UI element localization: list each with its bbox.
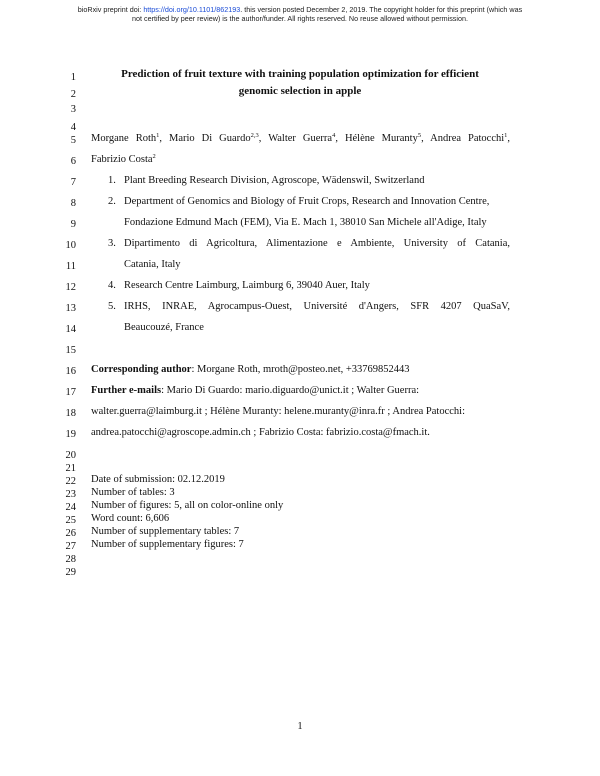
line-number: 9 bbox=[70, 219, 76, 230]
author: Hélène Muranty$^5$, bbox=[344, 132, 431, 144]
further-label: Further e-mails bbox=[91, 385, 162, 396]
header-line2: not certified by peer review) is the author/funder. All rights reserved. No reuse allowed without permission. bbox=[132, 14, 468, 23]
authors-line bbox=[91, 132, 510, 145]
page-number: 1 bbox=[297, 721, 303, 732]
further-emails-line-1: Further e-mails: Mario Di Guardo: mario.diguardo@unict.it ; Walter Guerra: bbox=[91, 385, 420, 396]
header-prefix: bioRxiv preprint doi: bbox=[77, 5, 144, 14]
paper-title bbox=[90, 66, 510, 100]
line-number: 24 bbox=[65, 502, 76, 513]
submission-line: Word count: 6,606 bbox=[91, 513, 170, 524]
affiliation-number: 2. bbox=[108, 196, 116, 207]
line-number: 20 bbox=[65, 450, 76, 461]
line-number: 1 bbox=[70, 72, 76, 83]
affiliation-line: IRHS, INRAE, Agrocampus-Ouest, Université d'Angers, SFR 4207 QuaSaV, bbox=[124, 301, 510, 312]
affiliation-number: 3. bbox=[108, 238, 116, 249]
submission-line: Number of tables: 3 bbox=[91, 487, 175, 498]
corresponding-author bbox=[91, 363, 410, 376]
author: Walter Guerra$^4$, bbox=[268, 132, 345, 144]
authors-line-2 bbox=[91, 153, 156, 166]
line-number: 14 bbox=[65, 324, 76, 335]
author: Andrea Patocchi$^1$, bbox=[430, 132, 511, 144]
affiliation-line: Beaucouzé, France bbox=[124, 322, 204, 333]
line-number: 21 bbox=[65, 463, 76, 474]
title-line-2: genomic selection in apple bbox=[238, 85, 362, 97]
line-number: 7 bbox=[70, 177, 76, 188]
affiliation-line: Fondazione Edmund Mach (FEM), Via E. Mach 1, 38010 San Michele all'Adige, Italy bbox=[124, 217, 487, 228]
affiliation-line: Catania, Italy bbox=[124, 259, 181, 270]
affiliation-number: 5. bbox=[108, 301, 116, 312]
corresponding-text: : Morgane Roth, mroth@posteo.net, +33769852443 bbox=[191, 364, 410, 375]
corresponding-label: Corresponding author bbox=[91, 364, 192, 375]
line-number: 26 bbox=[65, 528, 76, 539]
line-number: 8 bbox=[70, 198, 76, 209]
line-number: 10 bbox=[65, 240, 76, 251]
further-emails-line-3: andrea.patocchi@agroscope.admin.ch ; Fabrizio Costa: fabrizio.costa@fmach.it. bbox=[91, 427, 430, 438]
submission-line: Number of figures: 5, all on color-online only bbox=[91, 500, 284, 511]
doi-link[interactable]: https://doi.org/10.1101/862193 bbox=[143, 5, 241, 14]
affiliation-number: 1. bbox=[108, 175, 116, 186]
author: Mario Di Guardo$^{2,3}$, bbox=[169, 132, 269, 144]
line-number: 4 bbox=[70, 122, 76, 133]
line-number: 15 bbox=[65, 345, 76, 356]
line-number: 23 bbox=[65, 489, 76, 500]
line-number: 22 bbox=[65, 476, 76, 487]
line-number: 5 bbox=[70, 135, 76, 146]
affiliation-line: Plant Breeding Research Division, Agroscope, Wädenswil, Switzerland bbox=[124, 175, 425, 186]
affiliation-line: Dipartimento di Agricoltura, Alimentazione e Ambiente, University of Catania, bbox=[124, 238, 510, 249]
line-number: 16 bbox=[65, 366, 76, 377]
preprint-header bbox=[0, 5, 600, 23]
submission-line: Date of submission: 02.12.2019 bbox=[91, 474, 225, 485]
header-suffix: . this version posted December 2, 2019. The copyright holder for this preprint (which was bbox=[240, 5, 523, 14]
line-number: 3 bbox=[70, 104, 76, 115]
line-number: 25 bbox=[65, 515, 76, 526]
line-number: 28 bbox=[65, 554, 76, 565]
affiliation-line: Research Centre Laimburg, Laimburg 6, 39040 Auer, Italy bbox=[124, 280, 370, 291]
affiliation-line: Department of Genomics and Biology of Fruit Crops, Research and Innovation Centre, bbox=[124, 196, 490, 207]
line-number: 29 bbox=[65, 567, 76, 578]
line-number: 27 bbox=[65, 541, 76, 552]
line-number: 17 bbox=[65, 387, 76, 398]
line-number: 6 bbox=[70, 156, 76, 167]
submission-line: Number of supplementary figures: 7 bbox=[91, 539, 244, 550]
line-number: 18 bbox=[65, 408, 76, 419]
further-emails-line-2: walter.guerra@laimburg.it ; Hélène Muranty: helene.muranty@inra.fr ; Andrea Patocchi: bbox=[91, 406, 465, 417]
affiliation-number: 4. bbox=[108, 280, 116, 291]
author: Fabrizio Costa$^2$ bbox=[91, 153, 156, 165]
line-number: 11 bbox=[65, 261, 76, 272]
title-line-1: Prediction of fruit texture with training population optimization for efficient bbox=[121, 68, 479, 80]
author: Morgane Roth$^1$, bbox=[91, 132, 169, 144]
line-number: 13 bbox=[65, 303, 76, 314]
line-number: 12 bbox=[65, 282, 76, 293]
line-number: 2 bbox=[70, 89, 76, 100]
submission-line: Number of supplementary tables: 7 bbox=[91, 526, 240, 537]
line-number: 19 bbox=[65, 429, 76, 440]
